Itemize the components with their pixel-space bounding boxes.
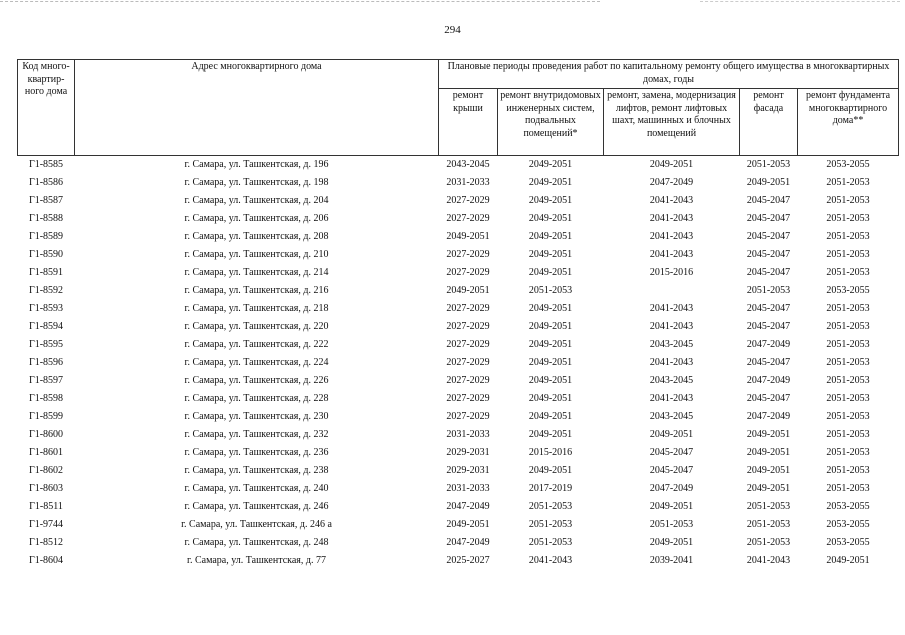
cell-foundation-period: 2053-2055 bbox=[826, 519, 870, 530]
table-row bbox=[18, 174, 899, 192]
cell-elevator-period: 2049-2051 bbox=[649, 537, 694, 548]
cell-foundation-period: 2053-2055 bbox=[826, 159, 870, 170]
cell-foundation-period: 2051-2053 bbox=[826, 483, 870, 494]
cell-address: г. Самара, ул. Ташкентская, д. 198 bbox=[184, 177, 329, 188]
cell-house-code: Г1-8601 bbox=[28, 447, 64, 458]
top-dashed-rule-right bbox=[700, 1, 900, 2]
cell-roof-period: 2027-2029 bbox=[446, 321, 490, 332]
cell-elevator-period: 2041-2043 bbox=[649, 393, 694, 404]
table-row bbox=[18, 498, 899, 516]
cell-house-code: Г1-8594 bbox=[28, 321, 64, 332]
cell-facade-period: 2047-2049 bbox=[746, 375, 791, 386]
table-body bbox=[18, 156, 899, 571]
cell-engineering-period: 2017-2019 bbox=[528, 483, 573, 494]
table-row bbox=[18, 462, 899, 480]
cell-foundation-period: 2051-2053 bbox=[826, 249, 870, 260]
header-engineering-systems: ремонт внутридомовых инженерных систем, подвальных помещений* bbox=[498, 89, 604, 156]
cell-elevator-period: 2043-2045 bbox=[649, 411, 694, 422]
cell-address: г. Самара, ул. Ташкентская, д. 236 bbox=[184, 447, 329, 458]
cell-elevator-period: 2041-2043 bbox=[649, 213, 694, 224]
table-row bbox=[18, 372, 899, 390]
cell-facade-period: 2045-2047 bbox=[746, 195, 791, 206]
cell-engineering-period: 2049-2051 bbox=[528, 339, 573, 350]
cell-roof-period: 2049-2051 bbox=[446, 519, 490, 530]
cell-engineering-period: 2049-2051 bbox=[528, 465, 573, 476]
header-roof-repair: ремонт крыши bbox=[439, 89, 498, 156]
cell-roof-period: 2031-2033 bbox=[446, 429, 490, 440]
cell-address: г. Самара, ул. Ташкентская, д. 208 bbox=[184, 231, 329, 242]
cell-foundation-period: 2051-2053 bbox=[826, 447, 870, 458]
cell-facade-period: 2051-2053 bbox=[746, 159, 791, 170]
cell-engineering-period: 2049-2051 bbox=[528, 429, 573, 440]
cell-address: г. Самара, ул. Ташкентская, д. 238 bbox=[184, 465, 329, 476]
cell-facade-period: 2045-2047 bbox=[746, 303, 791, 314]
cell-elevator-period: 2049-2051 bbox=[649, 159, 694, 170]
cell-address: г. Самара, ул. Ташкентская, д. 228 bbox=[184, 393, 329, 404]
header-address: Адрес многоквартирного дома bbox=[75, 60, 439, 156]
cell-facade-period: 2051-2053 bbox=[746, 501, 791, 512]
cell-house-code: Г1-8512 bbox=[28, 537, 64, 548]
cell-engineering-period: 2049-2051 bbox=[528, 177, 573, 188]
cell-roof-period: 2027-2029 bbox=[446, 375, 490, 386]
cell-address: г. Самара, ул. Ташкентская, д. 214 bbox=[184, 267, 329, 278]
cell-elevator-period: 2041-2043 bbox=[649, 195, 694, 206]
table-row bbox=[18, 336, 899, 354]
table-row bbox=[18, 318, 899, 336]
cell-address: г. Самара, ул. Ташкентская, д. 77 bbox=[187, 555, 326, 566]
cell-address: г. Самара, ул. Ташкентская, д. 222 bbox=[184, 339, 329, 350]
cell-foundation-period: 2051-2053 bbox=[826, 429, 870, 440]
capital-repair-schedule-table bbox=[17, 59, 899, 570]
cell-roof-period: 2049-2051 bbox=[446, 285, 490, 296]
cell-address: г. Самара, ул. Ташкентская, д. 220 bbox=[184, 321, 329, 332]
cell-elevator-period: 2041-2043 bbox=[649, 303, 694, 314]
cell-foundation-period: 2051-2053 bbox=[826, 303, 870, 314]
cell-roof-period: 2047-2049 bbox=[446, 537, 490, 548]
cell-address: г. Самара, ул. Ташкентская, д. 216 bbox=[184, 285, 329, 296]
cell-foundation-period: 2051-2053 bbox=[826, 357, 870, 368]
cell-facade-period: 2049-2051 bbox=[746, 177, 791, 188]
cell-roof-period: 2027-2029 bbox=[446, 249, 490, 260]
cell-roof-period: 2027-2029 bbox=[446, 195, 490, 206]
cell-house-code: Г1-8591 bbox=[28, 267, 64, 278]
cell-house-code: Г1-8511 bbox=[29, 501, 63, 512]
cell-address: г. Самара, ул. Ташкентская, д. 246 а bbox=[181, 519, 332, 530]
cell-house-code: Г1-8586 bbox=[28, 177, 64, 188]
cell-house-code: Г1-9744 bbox=[28, 519, 64, 530]
cell-engineering-period: 2041-2043 bbox=[528, 555, 573, 566]
cell-house-code: Г1-8593 bbox=[28, 303, 64, 314]
cell-address: г. Самара, ул. Ташкентская, д. 248 bbox=[184, 537, 329, 548]
cell-elevator-period: 2045-2047 bbox=[649, 465, 694, 476]
cell-engineering-period: 2051-2053 bbox=[528, 537, 573, 548]
cell-elevator-period: 2045-2047 bbox=[649, 447, 694, 458]
cell-engineering-period: 2049-2051 bbox=[528, 303, 573, 314]
cell-engineering-period: 2049-2051 bbox=[528, 249, 573, 260]
table-row bbox=[18, 210, 899, 228]
table-row bbox=[18, 552, 899, 570]
cell-elevator-period: 2047-2049 bbox=[649, 483, 694, 494]
cell-foundation-period: 2051-2053 bbox=[826, 195, 870, 206]
cell-engineering-period: 2051-2053 bbox=[528, 285, 573, 296]
cell-facade-period: 2049-2051 bbox=[746, 447, 791, 458]
cell-roof-period: 2031-2033 bbox=[446, 483, 490, 494]
cell-engineering-period: 2049-2051 bbox=[528, 357, 573, 368]
cell-foundation-period: 2051-2053 bbox=[826, 393, 870, 404]
cell-address: г. Самара, ул. Ташкентская, д. 224 bbox=[184, 357, 329, 368]
cell-elevator-period: 2043-2045 bbox=[649, 375, 694, 386]
cell-engineering-period: 2049-2051 bbox=[528, 393, 573, 404]
cell-engineering-period: 2049-2051 bbox=[528, 375, 573, 386]
cell-foundation-period: 2053-2055 bbox=[826, 537, 870, 548]
cell-facade-period: 2045-2047 bbox=[746, 321, 791, 332]
cell-roof-period: 2027-2029 bbox=[446, 267, 490, 278]
cell-foundation-period: 2051-2053 bbox=[826, 375, 870, 386]
cell-facade-period: 2045-2047 bbox=[746, 213, 791, 224]
table-row bbox=[18, 228, 899, 246]
table-row bbox=[18, 390, 899, 408]
table-row bbox=[18, 192, 899, 210]
table-row bbox=[18, 264, 899, 282]
cell-foundation-period: 2051-2053 bbox=[826, 465, 870, 476]
cell-elevator-period: 2041-2043 bbox=[649, 321, 694, 332]
cell-roof-period: 2047-2049 bbox=[446, 501, 490, 512]
cell-address: г. Самара, ул. Ташкентская, д. 246 bbox=[184, 501, 329, 512]
cell-house-code: Г1-8590 bbox=[28, 249, 64, 260]
cell-engineering-period: 2049-2051 bbox=[528, 195, 573, 206]
table-row bbox=[18, 426, 899, 444]
cell-house-code: Г1-8587 bbox=[28, 195, 64, 206]
cell-facade-period: 2047-2049 bbox=[746, 339, 791, 350]
cell-address: г. Самара, ул. Ташкентская, д. 210 bbox=[184, 249, 329, 260]
table-row bbox=[18, 354, 899, 372]
cell-elevator-period: 2039-2041 bbox=[649, 555, 694, 566]
cell-address: г. Самара, ул. Ташкентская, д. 232 bbox=[184, 429, 329, 440]
cell-facade-period: 2045-2047 bbox=[746, 393, 791, 404]
cell-address: г. Самара, ул. Ташкентская, д. 204 bbox=[184, 195, 329, 206]
cell-facade-period: 2051-2053 bbox=[746, 519, 791, 530]
cell-foundation-period: 2051-2053 bbox=[826, 321, 870, 332]
table-row bbox=[18, 246, 899, 264]
cell-foundation-period: 2051-2053 bbox=[826, 213, 870, 224]
cell-house-code: Г1-8596 bbox=[28, 357, 64, 368]
cell-foundation-period: 2053-2055 bbox=[826, 285, 870, 296]
header-facade-repair: ремонт фасада bbox=[740, 89, 798, 156]
cell-elevator-period: 2041-2043 bbox=[649, 231, 694, 242]
cell-foundation-period: 2053-2055 bbox=[826, 501, 870, 512]
table-row bbox=[18, 300, 899, 318]
cell-facade-period: 2051-2053 bbox=[746, 285, 791, 296]
cell-address: г. Самара, ул. Ташкентская, д. 226 bbox=[184, 375, 329, 386]
cell-foundation-period: 2051-2053 bbox=[826, 411, 870, 422]
cell-facade-period: 2051-2053 bbox=[746, 537, 791, 548]
table-row bbox=[18, 444, 899, 462]
cell-house-code: Г1-8592 bbox=[28, 285, 64, 296]
cell-foundation-period: 2051-2053 bbox=[826, 267, 870, 278]
cell-facade-period: 2049-2051 bbox=[746, 465, 791, 476]
cell-address: г. Самара, ул. Ташкентская, д. 206 bbox=[184, 213, 329, 224]
cell-house-code: Г1-8588 bbox=[28, 213, 64, 224]
cell-engineering-period: 2049-2051 bbox=[528, 159, 573, 170]
cell-house-code: Г1-8600 bbox=[28, 429, 64, 440]
cell-foundation-period: 2051-2053 bbox=[826, 339, 870, 350]
cell-facade-period: 2045-2047 bbox=[746, 267, 791, 278]
cell-roof-period: 2031-2033 bbox=[446, 177, 490, 188]
header-foundation-repair: ремонт фундамента многоквартирного дома** bbox=[798, 89, 899, 156]
cell-engineering-period: 2049-2051 bbox=[528, 321, 573, 332]
cell-roof-period: 2043-2045 bbox=[446, 159, 490, 170]
cell-address: г. Самара, ул. Ташкентская, д. 218 bbox=[184, 303, 329, 314]
cell-roof-period: 2027-2029 bbox=[446, 213, 490, 224]
cell-roof-period: 2027-2029 bbox=[446, 339, 490, 350]
table-row bbox=[18, 516, 899, 534]
cell-foundation-period: 2049-2051 bbox=[826, 555, 870, 566]
header-elevators: ремонт, замена, модернизация лифтов, ремонт лифтовых шахт, машинных и блочных помещений bbox=[604, 89, 740, 156]
table-row bbox=[18, 156, 899, 175]
cell-elevator-period: 2049-2051 bbox=[649, 429, 694, 440]
cell-house-code: Г1-8599 bbox=[28, 411, 64, 422]
cell-roof-period: 2027-2029 bbox=[446, 357, 490, 368]
cell-facade-period: 2049-2051 bbox=[746, 483, 791, 494]
cell-elevator-period: 2047-2049 bbox=[649, 177, 694, 188]
cell-elevator-period: 2041-2043 bbox=[649, 357, 694, 368]
cell-engineering-period: 2051-2053 bbox=[528, 519, 573, 530]
cell-house-code: Г1-8589 bbox=[28, 231, 64, 242]
cell-address: г. Самара, ул. Ташкентская, д. 196 bbox=[184, 159, 329, 170]
cell-elevator-period: 2043-2045 bbox=[649, 339, 694, 350]
cell-engineering-period: 2049-2051 bbox=[528, 231, 573, 242]
cell-facade-period: 2045-2047 bbox=[746, 249, 791, 260]
cell-engineering-period: 2049-2051 bbox=[528, 267, 573, 278]
table-row bbox=[18, 480, 899, 498]
cell-elevator-period: 2015-2016 bbox=[649, 267, 694, 278]
cell-facade-period: 2047-2049 bbox=[746, 411, 791, 422]
cell-address: г. Самара, ул. Ташкентская, д. 240 bbox=[184, 483, 329, 494]
cell-house-code: Г1-8602 bbox=[28, 465, 64, 476]
table-row bbox=[18, 534, 899, 552]
page-number: 294 bbox=[444, 24, 461, 36]
cell-roof-period: 2027-2029 bbox=[446, 393, 490, 404]
cell-facade-period: 2041-2043 bbox=[746, 555, 791, 566]
cell-roof-period: 2027-2029 bbox=[446, 411, 490, 422]
cell-roof-period: 2025-2027 bbox=[446, 555, 490, 566]
cell-house-code: Г1-8597 bbox=[28, 375, 64, 386]
cell-elevator-period bbox=[604, 282, 740, 300]
cell-house-code: Г1-8595 bbox=[28, 339, 64, 350]
cell-engineering-period: 2015-2016 bbox=[528, 447, 573, 458]
top-dashed-rule bbox=[0, 1, 600, 2]
cell-engineering-period: 2049-2051 bbox=[528, 411, 573, 422]
cell-engineering-period: 2051-2053 bbox=[528, 501, 573, 512]
table-row bbox=[18, 408, 899, 426]
cell-facade-period: 2049-2051 bbox=[746, 429, 791, 440]
cell-roof-period: 2049-2051 bbox=[446, 231, 490, 242]
cell-elevator-period: 2051-2053 bbox=[649, 519, 694, 530]
cell-roof-period: 2029-2031 bbox=[446, 465, 490, 476]
cell-roof-period: 2027-2029 bbox=[446, 303, 490, 314]
table-row bbox=[18, 282, 899, 300]
cell-engineering-period: 2049-2051 bbox=[528, 213, 573, 224]
cell-house-code: Г1-8598 bbox=[28, 393, 64, 404]
cell-elevator-period: 2049-2051 bbox=[649, 501, 694, 512]
cell-foundation-period: 2051-2053 bbox=[826, 177, 870, 188]
header-house-code: Код много-квартир-ного дома bbox=[18, 60, 75, 156]
cell-house-code: Г1-8585 bbox=[28, 159, 64, 170]
cell-facade-period: 2045-2047 bbox=[746, 231, 791, 242]
cell-house-code: Г1-8604 bbox=[28, 555, 64, 566]
cell-roof-period: 2029-2031 bbox=[446, 447, 490, 458]
header-row-top bbox=[18, 60, 899, 89]
cell-house-code: Г1-8603 bbox=[28, 483, 64, 494]
cell-facade-period: 2045-2047 bbox=[746, 357, 791, 368]
cell-foundation-period: 2051-2053 bbox=[826, 231, 870, 242]
cell-address: г. Самара, ул. Ташкентская, д. 230 bbox=[184, 411, 329, 422]
header-planned-periods: Плановые периоды проведения работ по капитальному ремонту общего имущества в многоквартирных домах, годы bbox=[439, 60, 899, 89]
cell-elevator-period: 2041-2043 bbox=[649, 249, 694, 260]
